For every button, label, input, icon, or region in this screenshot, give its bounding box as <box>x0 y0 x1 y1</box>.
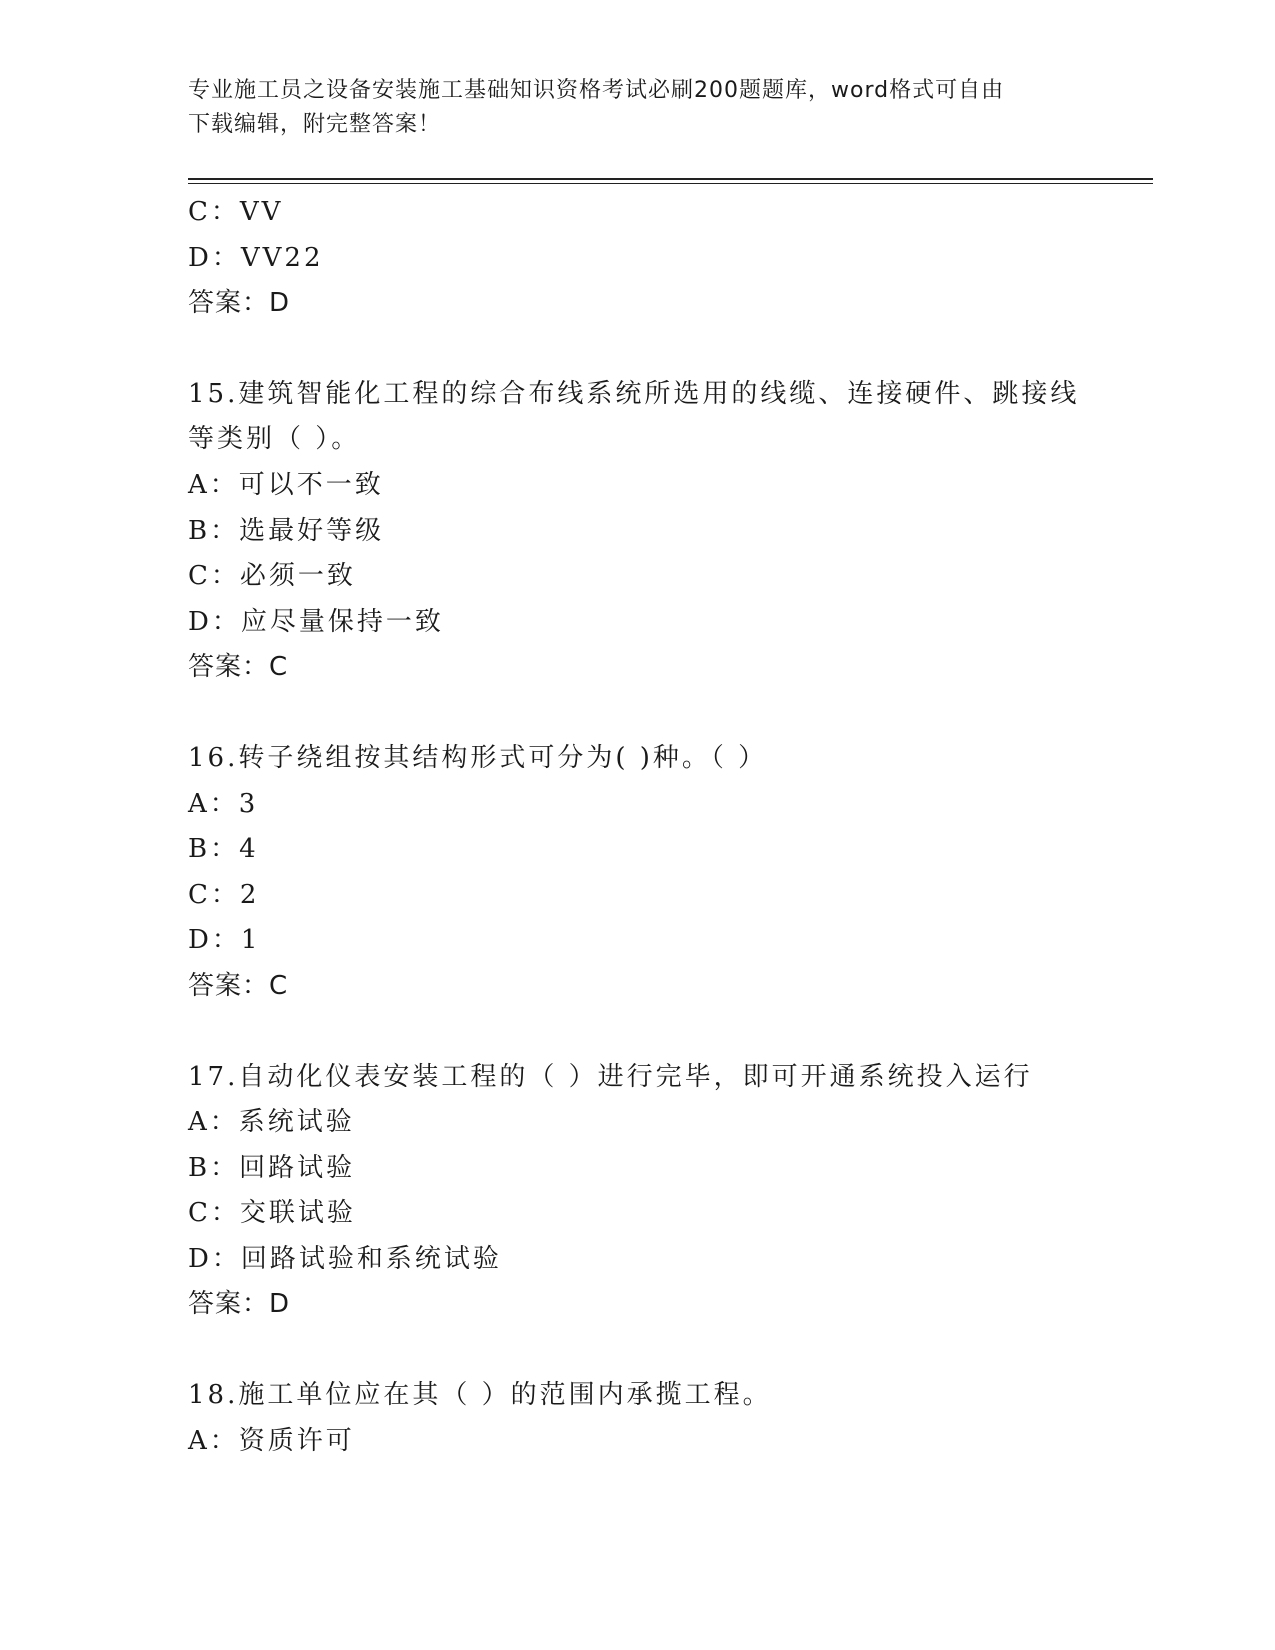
option-b: B：回路试验 <box>188 1152 356 1183</box>
question-15 <box>188 372 1153 691</box>
question-17 <box>188 1055 1153 1329</box>
header-line-1: 专业施工员之设备安装施工基础知识资格考试必刷200题题库，word格式可自由 <box>188 78 1005 103</box>
option-a: A：系统试验 <box>188 1107 355 1138</box>
spacer <box>188 691 1153 736</box>
question-stem-continued: 等类别（ ）。 <box>188 424 361 455</box>
option-d: D：VV22 <box>188 242 324 273</box>
question-stem: 16.转子绕组按其结构形式可分为( )种。（ ） <box>188 742 768 773</box>
header-divider-thin <box>188 183 1153 184</box>
question-stem: 17.自动化仪表安装工程的（ ）进行完毕，即可开通系统投入运行 <box>188 1061 1033 1092</box>
spacer <box>188 1328 1153 1373</box>
option-d: D：回路试验和系统试验 <box>188 1243 502 1274</box>
option-d: D：应尽量保持一致 <box>188 606 444 637</box>
question-stem: 15.建筑智能化工程的综合布线系统所选用的线缆、连接硬件、跳接线 <box>188 378 1080 409</box>
question-18 <box>188 1373 1153 1464</box>
header-divider-thick <box>188 178 1153 180</box>
spacer <box>188 327 1153 372</box>
answer: 答案：C <box>188 970 289 1001</box>
option-a: A：可以不一致 <box>188 469 384 500</box>
option-a: A：资质许可 <box>188 1425 355 1456</box>
question-stem: 18.施工单位应在其（ ）的范围内承揽工程。 <box>188 1380 772 1411</box>
option-c: C：2 <box>188 879 260 910</box>
option-c: C：交联试验 <box>188 1198 356 1229</box>
document-header <box>188 74 1088 142</box>
spacer <box>188 1010 1153 1055</box>
question-list <box>188 190 1153 1464</box>
answer: 答案：D <box>188 288 291 319</box>
option-c: C：VV <box>188 197 284 227</box>
previous-question-tail <box>188 190 1153 327</box>
option-b: B：选最好等级 <box>188 515 385 546</box>
question-16 <box>188 736 1153 1010</box>
option-c: C：必须一致 <box>188 561 356 592</box>
option-d: D：1 <box>188 925 261 956</box>
answer: 答案：D <box>188 1289 291 1320</box>
option-b: B：4 <box>188 834 259 865</box>
answer: 答案：C <box>188 652 289 683</box>
header-line-2: 下载编辑，附完整答案！ <box>188 112 442 137</box>
option-a: A：3 <box>188 788 259 819</box>
